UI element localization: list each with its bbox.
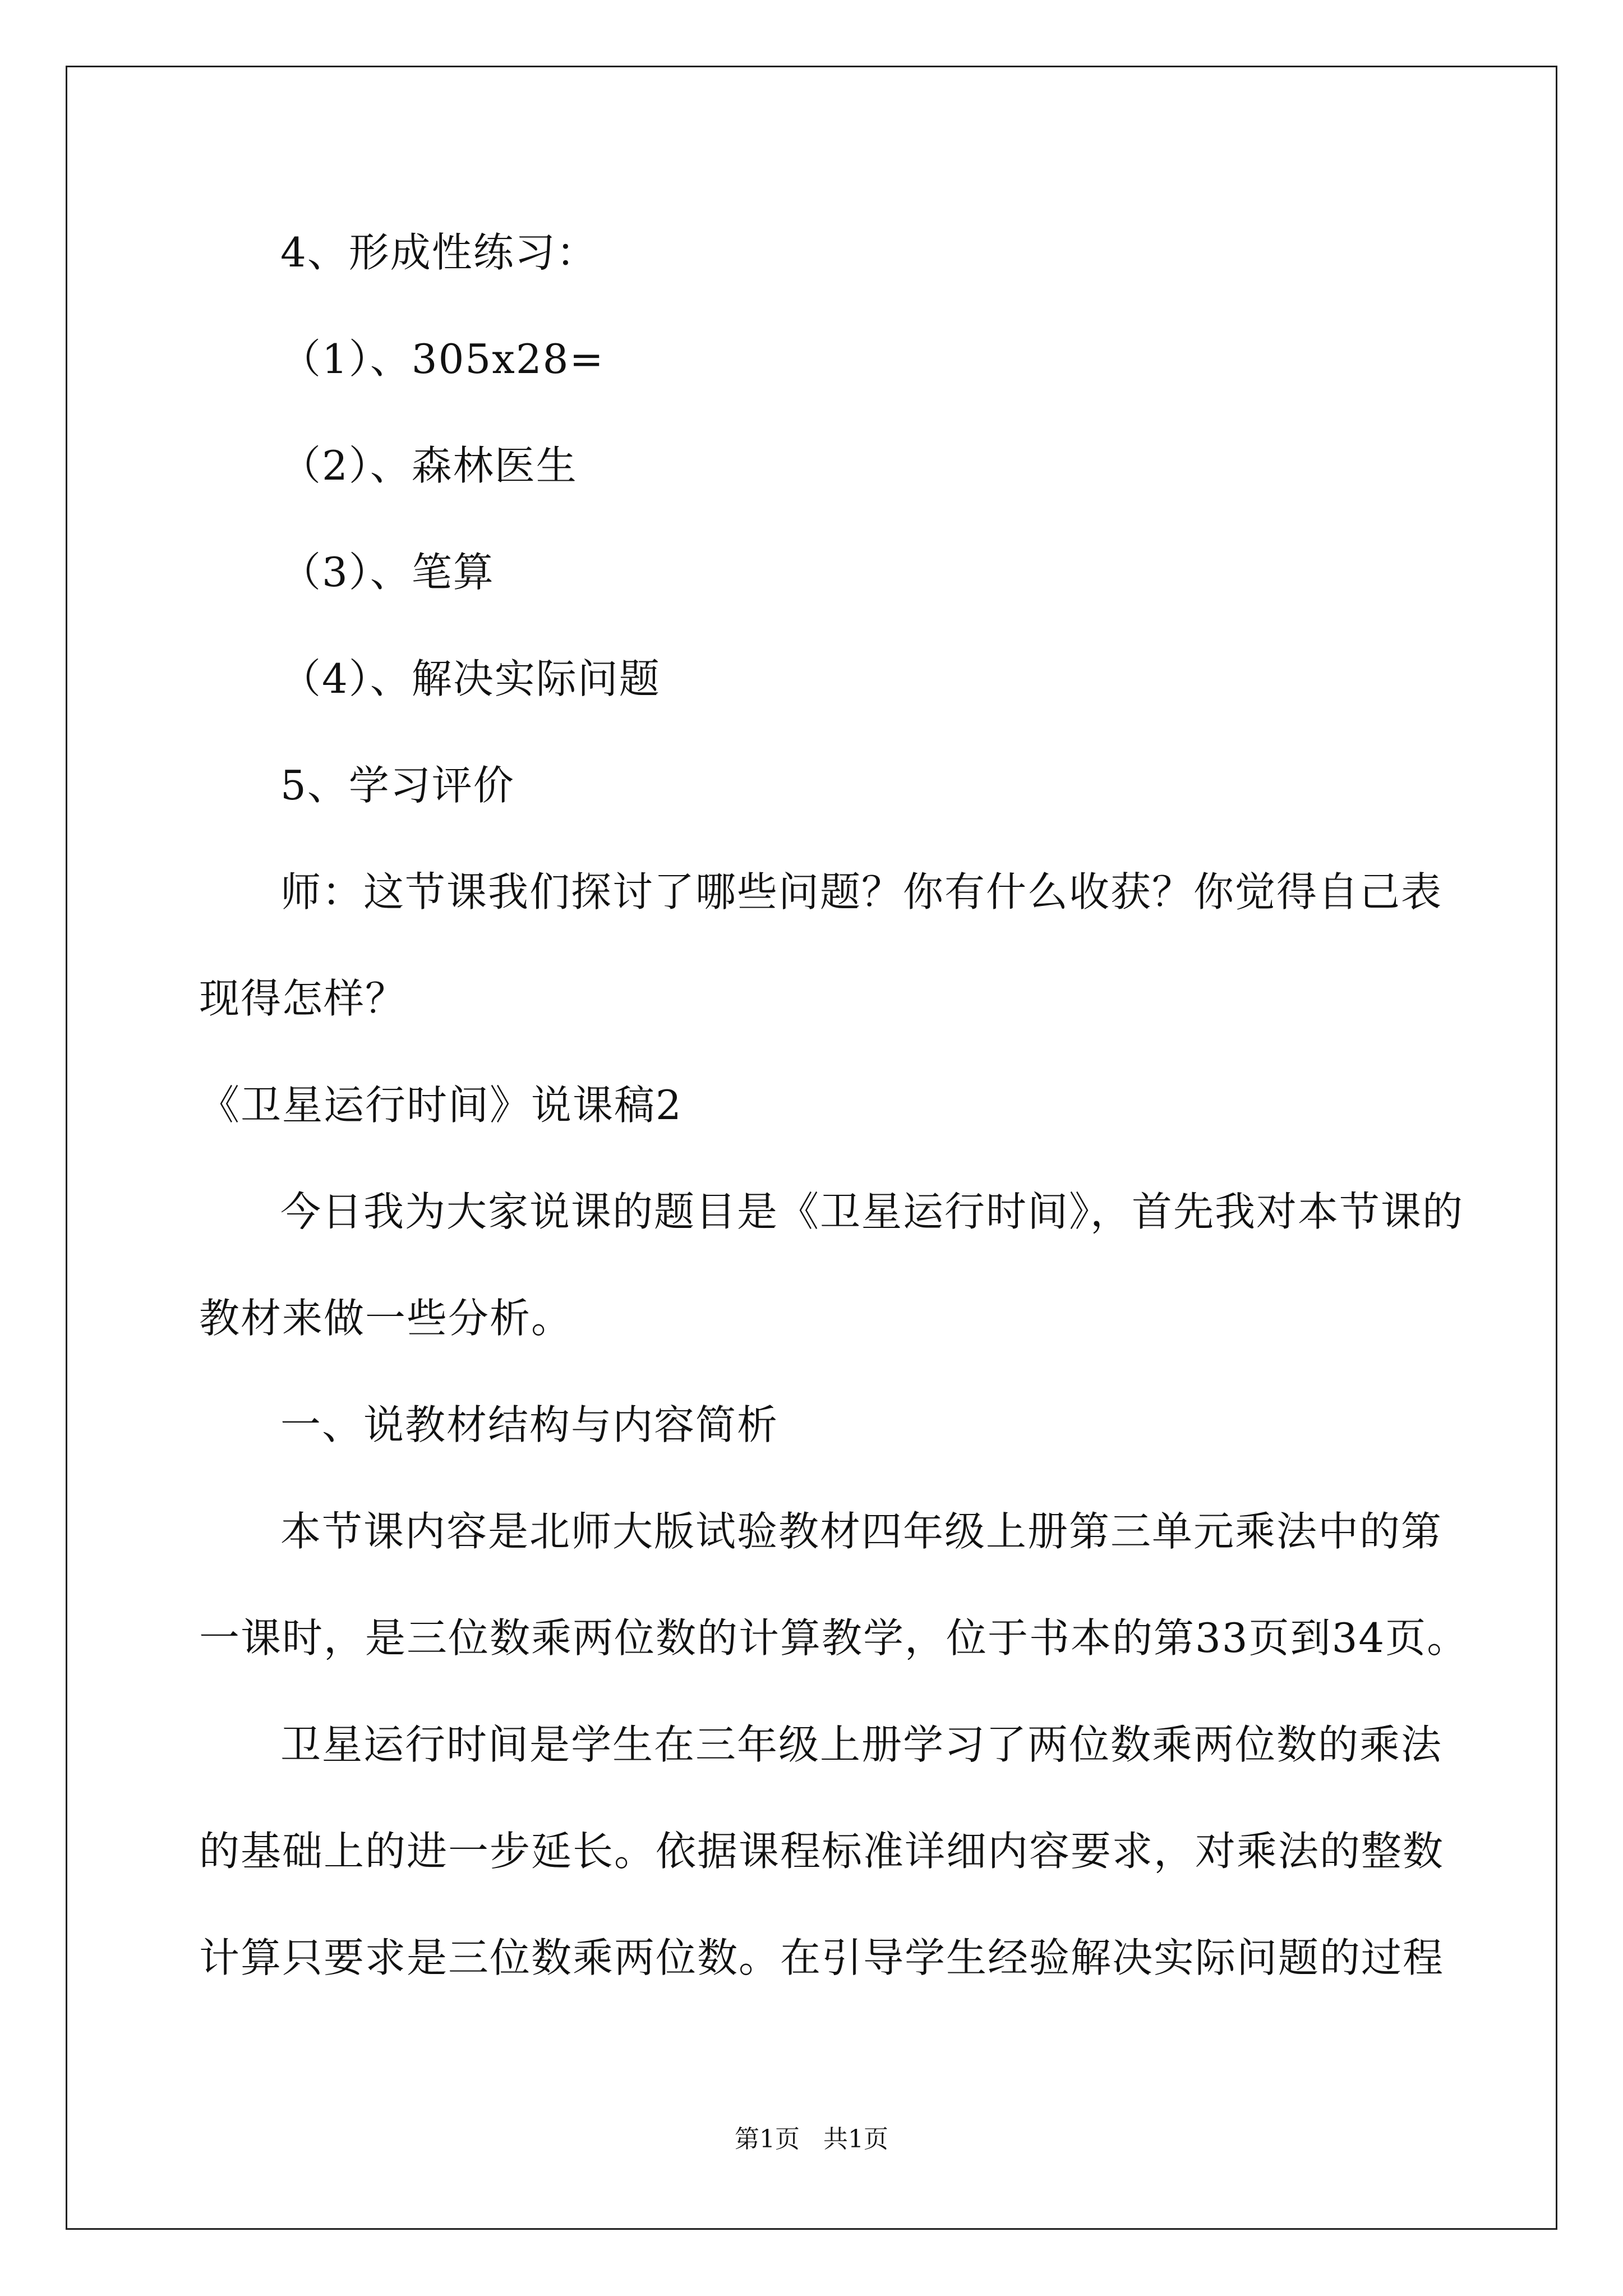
text-line: （4）、解决实际问题 [280,655,661,702]
text-line: 本节课内容是北师大版试验教材四年级上册第三单元乘法中的第 [280,1508,1443,1555]
page-footer: 第1页 共1页 [735,2125,888,2154]
text-line: 教材来做一些分析。 [199,1295,573,1342]
text-line: 一课时，是三位数乘两位数的计算教学，位于书本的第33页到34页。 [199,1614,1469,1662]
text-line: 计算只要求是三位数乘两位数。在引导学生经验解决实际问题的过程 [199,1934,1445,1981]
text-line: 的基础上的进一步延长。依据课程标准详细内容要求，对乘法的整数 [199,1828,1445,1875]
text-line: （3）、笔算 [280,549,495,596]
text-line: 一、说教材结构与内容简析 [280,1401,779,1448]
text-line: 今日我为大家说课的题目是《卫星运行时间》，首先我对本节课的 [280,1188,1464,1235]
text-line: 4、形成性练习： [280,229,598,276]
text-line: （2）、森林医生 [280,442,578,489]
text-line: 卫星运行时间是学生在三年级上册学习了两位数乘两位数的乘法 [280,1721,1443,1768]
text-line: 现得怎样？ [199,975,407,1022]
section-title: 《卫星运行时间》说课稿2 [199,1082,683,1129]
text-line: 师：这节课我们探讨了哪些问题？你有什么收获？你觉得自己表 [280,868,1443,915]
text-line: （1）、305x28= [280,335,605,383]
text-line: 5、学习评价 [280,762,515,809]
page-border [66,66,1557,2230]
